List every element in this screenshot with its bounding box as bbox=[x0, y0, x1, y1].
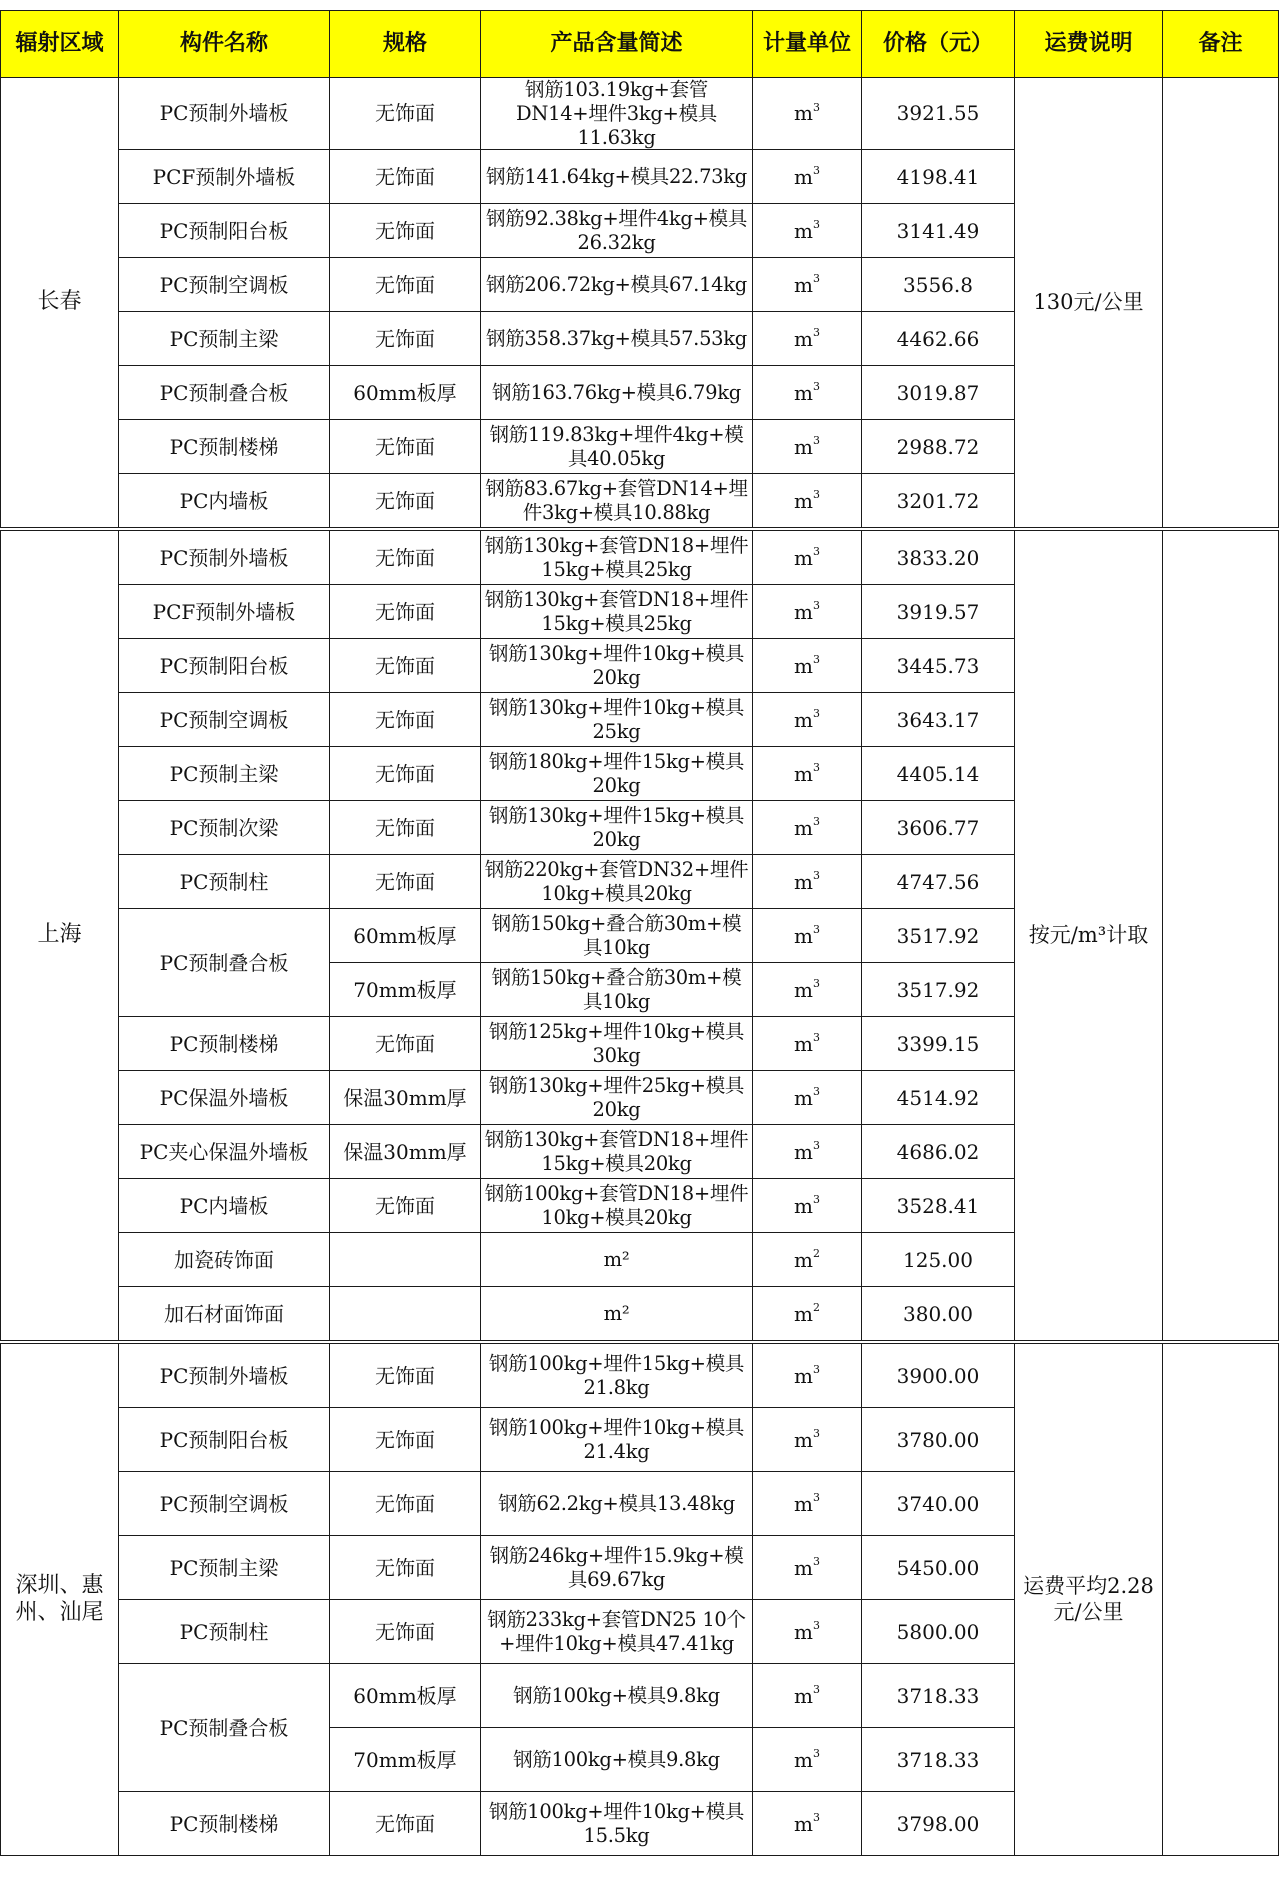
unit-base: m bbox=[794, 101, 813, 126]
note-cell bbox=[1163, 1342, 1279, 1856]
unit-exponent: 3 bbox=[812, 1554, 820, 1568]
unit-cell bbox=[753, 1472, 862, 1536]
component-name-cell: PC预制柱 bbox=[119, 855, 330, 909]
price-table bbox=[0, 10, 1279, 1856]
unit-exponent: 3 bbox=[812, 1810, 820, 1824]
unit-cell bbox=[753, 420, 862, 474]
component-name-cell: 加石材面饰面 bbox=[119, 1287, 330, 1343]
component-name-cell: 加瓷砖饰面 bbox=[119, 1233, 330, 1287]
content-cell: 钢筋83.67kg+套管DN14+埋件3kg+模具10.88kg bbox=[481, 474, 753, 530]
header-freight: 运费说明 bbox=[1015, 11, 1163, 78]
unit-base: m bbox=[794, 380, 813, 405]
unit-cell bbox=[753, 909, 862, 963]
component-name-cell: PC预制主梁 bbox=[119, 747, 330, 801]
unit-cell bbox=[753, 204, 862, 258]
unit-cell bbox=[753, 1287, 862, 1343]
content-cell: 钢筋100kg+模具9.8kg bbox=[481, 1728, 753, 1792]
unit-exponent: 3 bbox=[812, 544, 820, 558]
table-row bbox=[1, 78, 1279, 150]
unit-base: m bbox=[794, 164, 813, 189]
price-cell: 3201.72 bbox=[862, 474, 1015, 530]
unit-cell bbox=[753, 963, 862, 1017]
unit-base: m bbox=[794, 653, 813, 678]
price-cell: 4747.56 bbox=[862, 855, 1015, 909]
component-name-cell: PC预制空调板 bbox=[119, 1472, 330, 1536]
spec-cell: 无饰面 bbox=[330, 1600, 481, 1664]
price-cell: 4462.66 bbox=[862, 312, 1015, 366]
price-cell: 4198.41 bbox=[862, 150, 1015, 204]
content-cell: 钢筋130kg+套管DN18+埋件15kg+模具25kg bbox=[481, 585, 753, 639]
unit-base: m bbox=[794, 326, 813, 351]
spec-cell: 无饰面 bbox=[330, 1017, 481, 1071]
unit-base: m bbox=[794, 272, 813, 297]
region-cell: 深圳、惠州、汕尾 bbox=[1, 1342, 119, 1856]
spec-cell: 无饰面 bbox=[330, 1472, 481, 1536]
price-cell: 3399.15 bbox=[862, 1017, 1015, 1071]
content-cell: 钢筋233kg+套管DN25 10个+埋件10kg+模具47.41kg bbox=[481, 1600, 753, 1664]
unit-base: m bbox=[794, 815, 813, 840]
content-cell: 钢筋220kg+套管DN32+埋件10kg+模具20kg bbox=[481, 855, 753, 909]
unit-exponent: 3 bbox=[812, 976, 820, 990]
unit-base: m bbox=[794, 1247, 813, 1272]
unit-exponent: 3 bbox=[812, 1084, 820, 1098]
component-name-cell: PC预制主梁 bbox=[119, 312, 330, 366]
spec-cell: 无饰面 bbox=[330, 1179, 481, 1233]
content-cell: 钢筋163.76kg+模具6.79kg bbox=[481, 366, 753, 420]
unit-base: m bbox=[794, 761, 813, 786]
unit-cell bbox=[753, 150, 862, 204]
table-body bbox=[1, 78, 1279, 1856]
unit-cell bbox=[753, 747, 862, 801]
spec-cell: 无饰面 bbox=[330, 420, 481, 474]
content-cell: 钢筋358.37kg+模具57.53kg bbox=[481, 312, 753, 366]
price-cell: 5450.00 bbox=[862, 1536, 1015, 1600]
price-cell: 3019.87 bbox=[862, 366, 1015, 420]
component-name-cell: PC预制楼梯 bbox=[119, 420, 330, 474]
header-note: 备注 bbox=[1163, 11, 1279, 78]
unit-cell bbox=[753, 78, 862, 150]
unit-exponent: 3 bbox=[812, 1362, 820, 1376]
unit-base: m bbox=[794, 707, 813, 732]
unit-exponent: 3 bbox=[812, 1618, 820, 1632]
freight-cell: 按元/m³计取 bbox=[1015, 529, 1163, 1342]
unit-cell bbox=[753, 1233, 862, 1287]
unit-cell bbox=[753, 1728, 862, 1792]
component-name-cell: PC内墙板 bbox=[119, 474, 330, 530]
unit-exponent: 3 bbox=[812, 100, 820, 114]
unit-exponent: 3 bbox=[812, 868, 820, 882]
spec-cell: 无饰面 bbox=[330, 474, 481, 530]
spec-cell: 60mm板厚 bbox=[330, 366, 481, 420]
unit-exponent: 3 bbox=[812, 487, 820, 501]
spec-cell: 无饰面 bbox=[330, 204, 481, 258]
spec-cell: 无饰面 bbox=[330, 585, 481, 639]
unit-cell bbox=[753, 1536, 862, 1600]
content-cell: 钢筋103.19kg+套管DN14+埋件3kg+模具11.63kg bbox=[481, 78, 753, 150]
spec-cell: 无饰面 bbox=[330, 1792, 481, 1856]
spec-cell bbox=[330, 1233, 481, 1287]
content-cell: 钢筋100kg+套管DN18+埋件10kg+模具20kg bbox=[481, 1179, 753, 1233]
spec-cell: 无饰面 bbox=[330, 801, 481, 855]
unit-exponent: 3 bbox=[812, 1746, 820, 1760]
unit-exponent: 3 bbox=[812, 325, 820, 339]
unit-cell bbox=[753, 1125, 862, 1179]
unit-exponent: 3 bbox=[812, 379, 820, 393]
unit-cell bbox=[753, 529, 862, 585]
spec-cell: 70mm板厚 bbox=[330, 963, 481, 1017]
note-cell bbox=[1163, 529, 1279, 1342]
price-cell: 2988.72 bbox=[862, 420, 1015, 474]
component-name-cell: PC预制空调板 bbox=[119, 258, 330, 312]
unit-cell bbox=[753, 1408, 862, 1472]
content-cell: 钢筋119.83kg+埋件4kg+模具40.05kg bbox=[481, 420, 753, 474]
price-cell: 4405.14 bbox=[862, 747, 1015, 801]
component-name-cell: PC内墙板 bbox=[119, 1179, 330, 1233]
price-cell: 3833.20 bbox=[862, 529, 1015, 585]
unit-cell bbox=[753, 1342, 862, 1408]
spec-cell: 无饰面 bbox=[330, 258, 481, 312]
component-name-cell: PC预制楼梯 bbox=[119, 1017, 330, 1071]
spec-cell: 70mm板厚 bbox=[330, 1728, 481, 1792]
unit-cell bbox=[753, 1179, 862, 1233]
spec-cell: 无饰面 bbox=[330, 312, 481, 366]
price-cell: 3780.00 bbox=[862, 1408, 1015, 1472]
content-cell: 钢筋130kg+埋件25kg+模具20kg bbox=[481, 1071, 753, 1125]
spec-cell: 60mm板厚 bbox=[330, 909, 481, 963]
spec-cell: 无饰面 bbox=[330, 529, 481, 585]
unit-cell bbox=[753, 1600, 862, 1664]
unit-cell bbox=[753, 1792, 862, 1856]
spec-cell: 无饰面 bbox=[330, 855, 481, 909]
unit-base: m bbox=[794, 218, 813, 243]
spec-cell: 无饰面 bbox=[330, 639, 481, 693]
price-cell: 3798.00 bbox=[862, 1792, 1015, 1856]
unit-exponent: 3 bbox=[812, 1138, 820, 1152]
unit-base: m bbox=[794, 1555, 813, 1580]
content-cell: 钢筋206.72kg+模具67.14kg bbox=[481, 258, 753, 312]
content-cell: 钢筋100kg+埋件10kg+模具15.5kg bbox=[481, 1792, 753, 1856]
component-name-cell: PC预制空调板 bbox=[119, 693, 330, 747]
unit-base: m bbox=[794, 869, 813, 894]
unit-exponent: 3 bbox=[812, 922, 820, 936]
header-price: 价格（元） bbox=[862, 11, 1015, 78]
price-cell: 3643.17 bbox=[862, 693, 1015, 747]
price-cell: 4686.02 bbox=[862, 1125, 1015, 1179]
unit-cell bbox=[753, 1017, 862, 1071]
component-name-cell: PC预制楼梯 bbox=[119, 1792, 330, 1856]
content-cell: 钢筋62.2kg+模具13.48kg bbox=[481, 1472, 753, 1536]
unit-base: m bbox=[794, 488, 813, 513]
region-cell: 上海 bbox=[1, 529, 119, 1342]
content-cell: 钢筋180kg+埋件15kg+模具20kg bbox=[481, 747, 753, 801]
unit-cell bbox=[753, 801, 862, 855]
unit-base: m bbox=[794, 1193, 813, 1218]
component-name-cell: PC预制外墙板 bbox=[119, 78, 330, 150]
component-name-cell: PC预制外墙板 bbox=[119, 1342, 330, 1408]
unit-base: m bbox=[794, 1031, 813, 1056]
spec-cell: 无饰面 bbox=[330, 78, 481, 150]
unit-cell bbox=[753, 639, 862, 693]
table-row bbox=[1, 529, 1279, 585]
unit-exponent: 3 bbox=[812, 1490, 820, 1504]
component-name-cell: PC预制柱 bbox=[119, 1600, 330, 1664]
unit-base: m bbox=[794, 1491, 813, 1516]
unit-exponent: 2 bbox=[812, 1246, 820, 1260]
price-cell: 3718.33 bbox=[862, 1664, 1015, 1728]
unit-base: m bbox=[794, 1811, 813, 1836]
price-cell: 3141.49 bbox=[862, 204, 1015, 258]
price-cell: 3517.92 bbox=[862, 963, 1015, 1017]
unit-base: m bbox=[794, 977, 813, 1002]
unit-exponent: 3 bbox=[812, 760, 820, 774]
header-unit: 计量单位 bbox=[753, 11, 862, 78]
component-name-cell: PC预制叠合板 bbox=[119, 1664, 330, 1792]
unit-base: m bbox=[794, 1139, 813, 1164]
spec-cell: 无饰面 bbox=[330, 1408, 481, 1472]
content-cell: 钢筋100kg+模具9.8kg bbox=[481, 1664, 753, 1728]
unit-cell bbox=[753, 312, 862, 366]
component-name-cell: PC预制阳台板 bbox=[119, 204, 330, 258]
unit-base: m bbox=[794, 923, 813, 948]
unit-exponent: 3 bbox=[812, 706, 820, 720]
price-cell: 3919.57 bbox=[862, 585, 1015, 639]
unit-cell bbox=[753, 366, 862, 420]
content-cell: 钢筋150kg+叠合筋30m+模具10kg bbox=[481, 909, 753, 963]
unit-exponent: 3 bbox=[812, 814, 820, 828]
spec-cell: 无饰面 bbox=[330, 1342, 481, 1408]
content-cell: m² bbox=[481, 1233, 753, 1287]
spec-cell: 保温30mm厚 bbox=[330, 1125, 481, 1179]
header-row bbox=[1, 11, 1279, 78]
component-name-cell: PC预制阳台板 bbox=[119, 639, 330, 693]
unit-base: m bbox=[794, 1683, 813, 1708]
price-cell: 4514.92 bbox=[862, 1071, 1015, 1125]
unit-base: m bbox=[794, 599, 813, 624]
header-spec: 规格 bbox=[330, 11, 481, 78]
unit-exponent: 3 bbox=[812, 217, 820, 231]
content-cell: 钢筋130kg+埋件15kg+模具20kg bbox=[481, 801, 753, 855]
component-name-cell: PC夹心保温外墙板 bbox=[119, 1125, 330, 1179]
content-cell: 钢筋130kg+埋件10kg+模具20kg bbox=[481, 639, 753, 693]
content-cell: m² bbox=[481, 1287, 753, 1343]
unit-exponent: 2 bbox=[812, 1300, 820, 1314]
price-cell: 3445.73 bbox=[862, 639, 1015, 693]
note-cell bbox=[1163, 78, 1279, 530]
price-cell: 3740.00 bbox=[862, 1472, 1015, 1536]
content-cell: 钢筋130kg+套管DN18+埋件15kg+模具25kg bbox=[481, 529, 753, 585]
spec-cell: 无饰面 bbox=[330, 693, 481, 747]
unit-base: m bbox=[794, 1301, 813, 1326]
price-cell: 125.00 bbox=[862, 1233, 1015, 1287]
price-cell: 5800.00 bbox=[862, 1600, 1015, 1664]
unit-cell bbox=[753, 1664, 862, 1728]
spec-cell: 保温30mm厚 bbox=[330, 1071, 481, 1125]
header-component-name: 构件名称 bbox=[119, 11, 330, 78]
content-cell: 钢筋141.64kg+模具22.73kg bbox=[481, 150, 753, 204]
unit-base: m bbox=[794, 1085, 813, 1110]
unit-base: m bbox=[794, 1363, 813, 1388]
unit-exponent: 3 bbox=[812, 1682, 820, 1696]
component-name-cell: PCF预制外墙板 bbox=[119, 585, 330, 639]
unit-base: m bbox=[794, 1427, 813, 1452]
price-cell: 3921.55 bbox=[862, 78, 1015, 150]
unit-exponent: 3 bbox=[812, 1030, 820, 1044]
price-cell: 3900.00 bbox=[862, 1342, 1015, 1408]
price-cell: 3528.41 bbox=[862, 1179, 1015, 1233]
unit-exponent: 3 bbox=[812, 652, 820, 666]
content-cell: 钢筋150kg+叠合筋30m+模具10kg bbox=[481, 963, 753, 1017]
spec-cell: 无饰面 bbox=[330, 747, 481, 801]
spec-cell: 60mm板厚 bbox=[330, 1664, 481, 1728]
content-cell: 钢筋100kg+埋件15kg+模具21.8kg bbox=[481, 1342, 753, 1408]
component-name-cell: PC预制外墙板 bbox=[119, 529, 330, 585]
spec-cell: 无饰面 bbox=[330, 1536, 481, 1600]
header-content: 产品含量简述 bbox=[481, 11, 753, 78]
unit-cell bbox=[753, 1071, 862, 1125]
content-cell: 钢筋130kg+套管DN18+埋件15kg+模具20kg bbox=[481, 1125, 753, 1179]
unit-cell bbox=[753, 693, 862, 747]
price-cell: 3556.8 bbox=[862, 258, 1015, 312]
unit-cell bbox=[753, 855, 862, 909]
unit-cell bbox=[753, 474, 862, 530]
unit-base: m bbox=[794, 1619, 813, 1644]
price-cell: 3606.77 bbox=[862, 801, 1015, 855]
price-cell: 380.00 bbox=[862, 1287, 1015, 1343]
unit-exponent: 3 bbox=[812, 1192, 820, 1206]
component-name-cell: PC预制叠合板 bbox=[119, 909, 330, 1017]
unit-base: m bbox=[794, 545, 813, 570]
unit-exponent: 3 bbox=[812, 163, 820, 177]
header-region: 辐射区域 bbox=[1, 11, 119, 78]
unit-exponent: 3 bbox=[812, 1426, 820, 1440]
table-row bbox=[1, 1342, 1279, 1408]
component-name-cell: PC预制次梁 bbox=[119, 801, 330, 855]
content-cell: 钢筋246kg+埋件15.9kg+模具69.67kg bbox=[481, 1536, 753, 1600]
content-cell: 钢筋125kg+埋件10kg+模具30kg bbox=[481, 1017, 753, 1071]
content-cell: 钢筋130kg+埋件10kg+模具25kg bbox=[481, 693, 753, 747]
unit-exponent: 3 bbox=[812, 271, 820, 285]
component-name-cell: PCF预制外墙板 bbox=[119, 150, 330, 204]
region-cell: 长春 bbox=[1, 78, 119, 530]
component-name-cell: PC预制阳台板 bbox=[119, 1408, 330, 1472]
freight-cell: 130元/公里 bbox=[1015, 78, 1163, 530]
content-cell: 钢筋92.38kg+埋件4kg+模具26.32kg bbox=[481, 204, 753, 258]
unit-base: m bbox=[794, 1747, 813, 1772]
content-cell: 钢筋100kg+埋件10kg+模具21.4kg bbox=[481, 1408, 753, 1472]
component-name-cell: PC预制主梁 bbox=[119, 1536, 330, 1600]
spec-cell: 无饰面 bbox=[330, 150, 481, 204]
price-cell: 3718.33 bbox=[862, 1728, 1015, 1792]
unit-cell bbox=[753, 585, 862, 639]
unit-base: m bbox=[794, 434, 813, 459]
price-cell: 3517.92 bbox=[862, 909, 1015, 963]
freight-cell: 运费平均2.28元/公里 bbox=[1015, 1342, 1163, 1856]
unit-exponent: 3 bbox=[812, 598, 820, 612]
component-name-cell: PC保温外墙板 bbox=[119, 1071, 330, 1125]
unit-cell bbox=[753, 258, 862, 312]
unit-exponent: 3 bbox=[812, 433, 820, 447]
component-name-cell: PC预制叠合板 bbox=[119, 366, 330, 420]
spec-cell bbox=[330, 1287, 481, 1343]
